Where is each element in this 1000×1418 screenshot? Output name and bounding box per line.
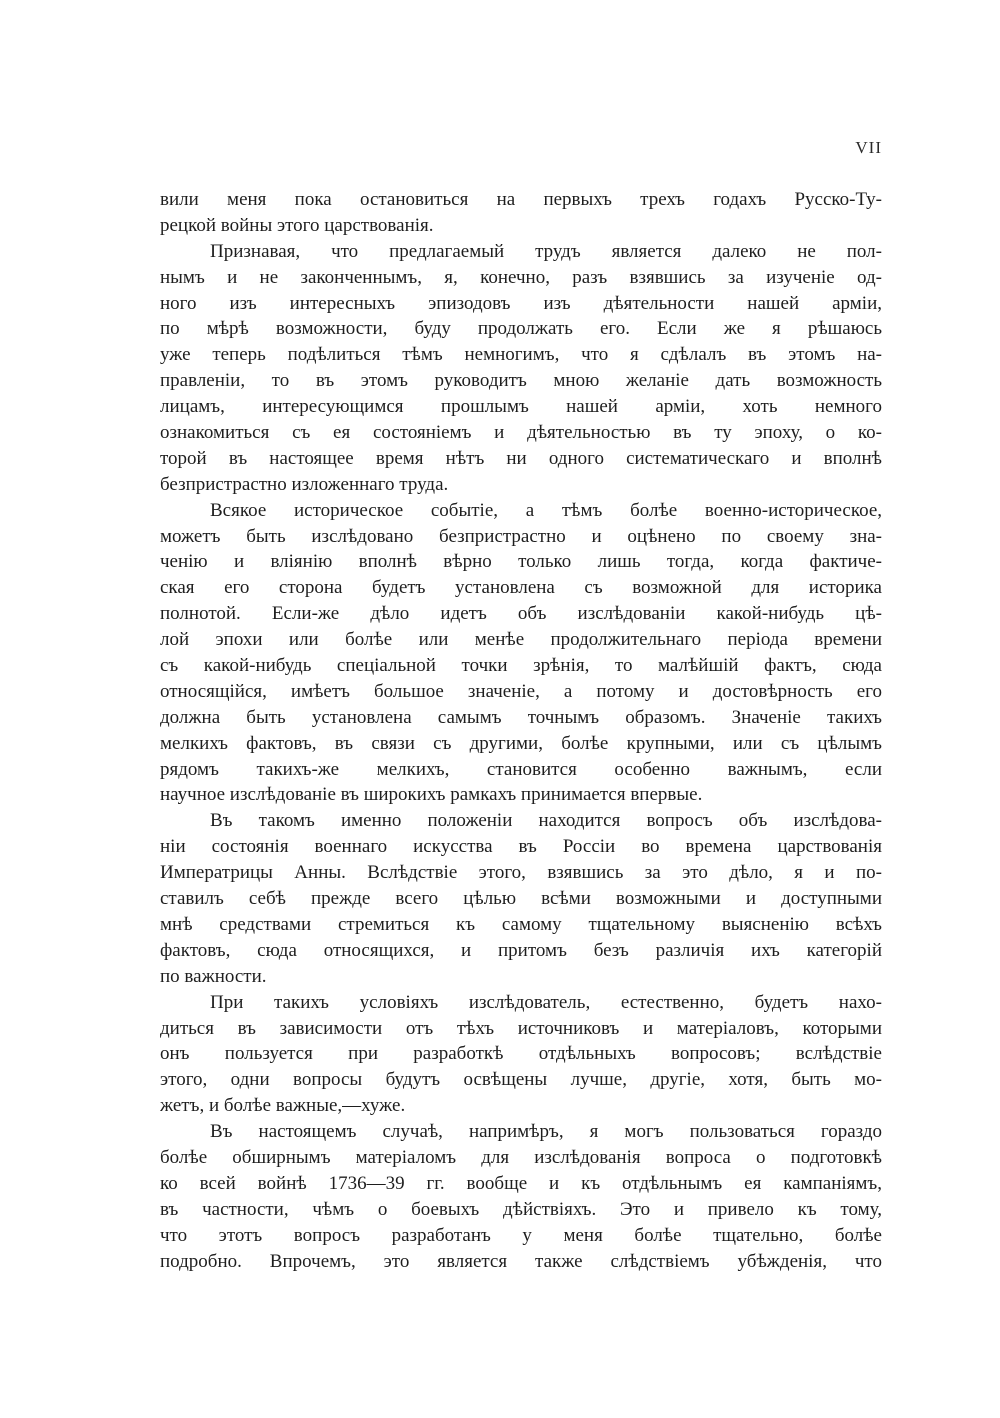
page-number: VII — [855, 138, 882, 157]
text-line: полнотой. Если-же дѣло идетъ объ изслѣдованіи какой-нибудь цѣ- — [160, 603, 882, 625]
text-line: ченію и вліянію вполнѣ вѣрно только лишь тогда, когда фактиче- — [160, 551, 882, 573]
paragraph — [160, 1119, 882, 1274]
text-line: по мѣрѣ возможности, буду продолжать его. Если же я рѣшаюсь — [160, 318, 882, 340]
text-line: можетъ быть изслѣдовано безпристрастно и оцѣнено по своему зна- — [160, 525, 882, 547]
text-line: диться въ зависимости отъ тѣхъ источниковъ и матеріаловъ, которыми — [160, 1017, 882, 1039]
text-line: по важности. — [160, 965, 267, 987]
text-line: въ частности, чѣмъ о боевыхъ дѣйствіяхъ. Это и привело къ тому, — [160, 1198, 882, 1220]
paragraph — [160, 990, 882, 1119]
text-line: ставилъ себѣ прежде всего цѣлью всѣми возможными и доступными — [160, 888, 882, 910]
text-line: При такихъ условіяхъ изслѣдователь, естественно, будетъ нахо- — [210, 991, 882, 1013]
text-line: жетъ, и болѣе важные,—хуже. — [160, 1095, 406, 1117]
text-line: лицамъ, интересующимся прошлымъ нашей арміи, хоть немного — [160, 396, 882, 418]
text-line: уже теперь подѣлиться тѣмъ немногимъ, что я сдѣлалъ въ этомъ на- — [160, 344, 882, 366]
text-line: ская его сторона будетъ установлена съ возможной для историка — [160, 577, 882, 599]
text-line: подробно. Впрочемъ, это является также слѣдствіемъ убѣжденія, что — [160, 1250, 882, 1272]
paragraph — [160, 808, 882, 989]
text-line: ко всей войнѣ 1736—39 гг. вообще и къ отдѣльнымъ ея кампаніямъ, — [160, 1172, 882, 1194]
text-line: относящійся, имѣетъ большое значеніе, а потому и достовѣрность его — [160, 680, 882, 702]
text-line: должна быть установлена самымъ точнымъ образомъ. Значеніе такихъ — [160, 706, 882, 728]
text-line: мелкихъ фактовъ, въ связи съ другими, болѣе крупными, или съ цѣлымъ — [160, 732, 882, 754]
text-line: лой эпохи или болѣе или менѣе продолжительнаго періода времени — [160, 629, 882, 651]
text-line: торой въ настоящее время нѣтъ ни одного систематическаго и вполнѣ — [160, 447, 882, 469]
text-line: научное изслѣдованіе въ широкихъ рамкахъ принимается впервые. — [160, 784, 703, 806]
text-line: Въ такомъ именно положеніи находится вопросъ объ изслѣдова- — [210, 810, 882, 832]
paragraph — [160, 187, 882, 239]
text-line: болѣе обширнымъ матеріаломъ для изслѣдованія вопроса о подготовкѣ — [160, 1146, 882, 1168]
text-line: ознакомиться съ ея состояніемъ и дѣятельностью въ ту эпоху, о ко- — [160, 422, 882, 444]
text-line: правленіи, то въ этомъ руководитъ мною желаніе дать возможность — [160, 370, 882, 392]
text-line: безпристрастно изложеннаго труда. — [160, 473, 449, 495]
paragraph — [160, 498, 882, 809]
text-line: ніи состоянія военнаго искусства въ Россіи во времена царствованія — [160, 836, 882, 858]
text-line: рядомъ такихъ-же мелкихъ, становится особенно важнымъ, если — [160, 758, 882, 780]
text-line: Въ настоящемъ случаѣ, напримѣръ, я могъ пользоваться гораздо — [210, 1121, 882, 1143]
text-line: Признавая, что предлагаемый трудъ является далеко не пол- — [210, 240, 882, 262]
text-line: ного изъ интересныхъ эпизодовъ изъ дѣятельности нашей арміи, — [160, 292, 882, 314]
text-line: Всякое историческое событіе, а тѣмъ болѣе военно-историческое, — [210, 499, 882, 521]
text-line: рецкой войны этого царствованія. — [160, 214, 434, 236]
text-line: нымъ и не законченнымъ, я, конечно, разъ взявшись за изученіе од- — [160, 266, 882, 288]
paragraph — [160, 239, 882, 498]
text-line: что этотъ вопросъ разработанъ у меня болѣе тщательно, болѣе — [160, 1224, 882, 1246]
text-line: Императрицы Анны. Вслѣдствіе этого, взявшись за это дѣло, я и по- — [160, 862, 882, 884]
body-text — [160, 187, 882, 1274]
text-line: вили меня пока остановиться на первыхъ трехъ годахъ Русско-Ту- — [160, 189, 882, 210]
text-line: онъ пользуется при разработкѣ отдѣльныхъ вопросовъ; вслѣдствіе — [160, 1043, 882, 1065]
text-line: мнѣ средствами стремиться къ самому тщательному выясненію всѣхъ — [160, 913, 882, 935]
text-line: этого, одни вопросы будутъ освѣщены лучше, другіе, хотя, быть мо- — [160, 1069, 882, 1091]
text-line: съ какой-нибудь спеціальной точки зрѣнія, то малѣйшій фактъ, сюда — [160, 655, 882, 677]
text-line: фактовъ, сюда относящихся, и притомъ безъ различія ихъ категорій — [160, 939, 882, 961]
